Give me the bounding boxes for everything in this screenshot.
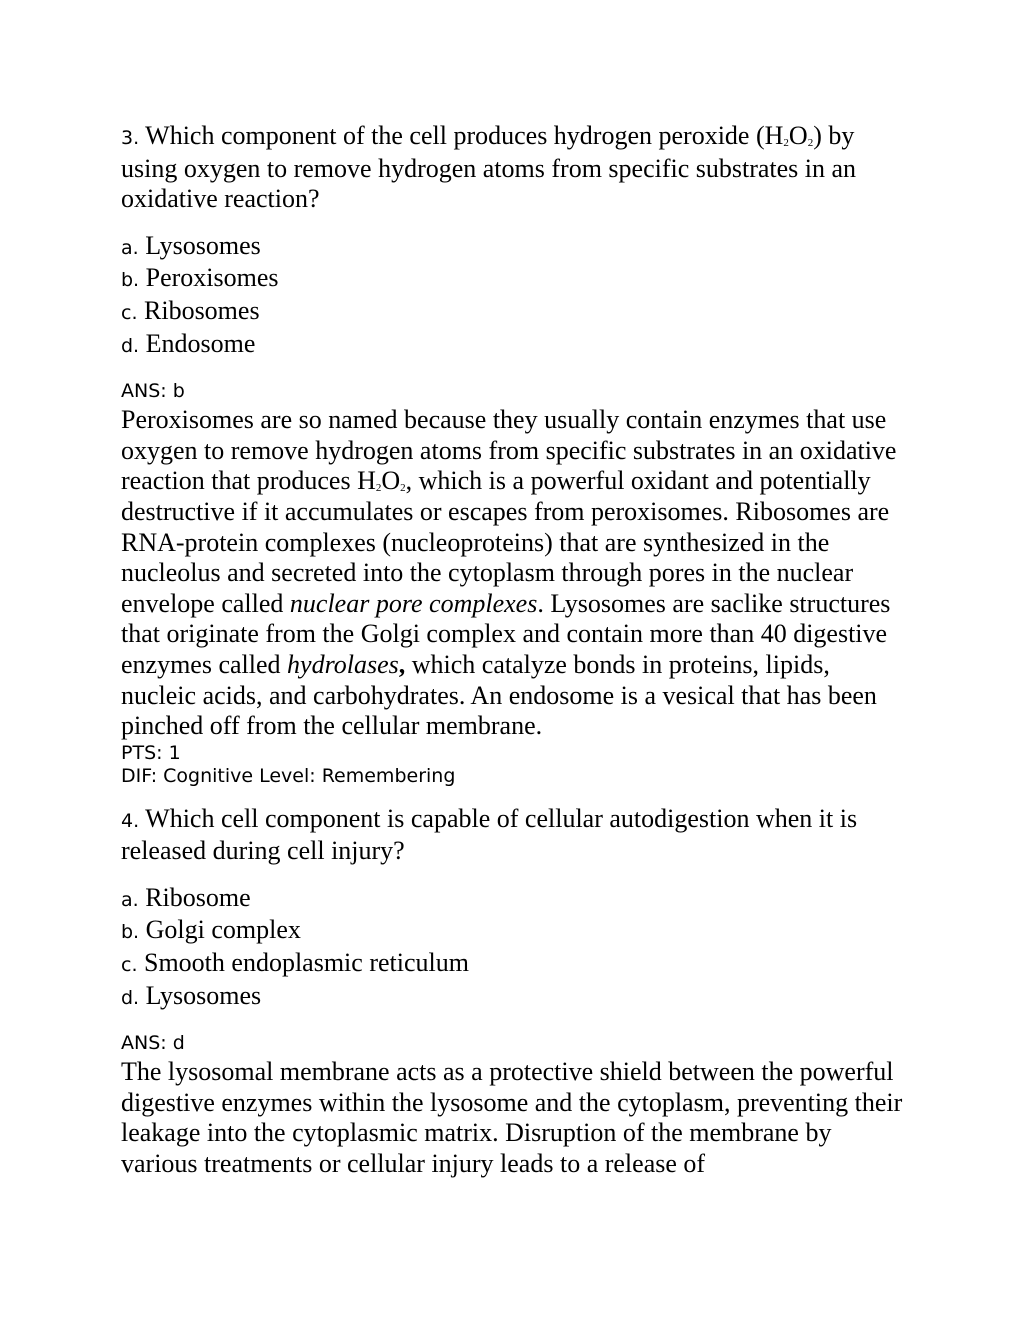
- option-d: d. Lysosomes: [121, 980, 262, 1010]
- option-b: b. Peroxisomes: [121, 263, 279, 293]
- question-4-block: [121, 804, 911, 1180]
- question-number: 3.: [121, 127, 140, 149]
- option-c: c. Smooth endoplasmic reticulum: [121, 948, 469, 978]
- answer-label: ANS: d: [121, 1032, 185, 1055]
- question-4-options: [121, 883, 911, 1013]
- question-3-options: [121, 231, 911, 361]
- option-c: c. Ribosomes: [121, 295, 260, 325]
- option-a: a. Ribosome: [121, 882, 251, 912]
- question-4-stem: 4. Which cell component is capable of cellular autodigestion when it is released during cell injury?: [121, 803, 858, 866]
- question-3-block: [121, 121, 911, 788]
- points-label: PTS: 1: [121, 741, 181, 764]
- option-d: d. Endosome: [121, 328, 256, 358]
- rationale-paragraph: Peroxisomes are so named because they usually contain enzymes that use oxygen to remove hydrogen atoms from specific substrates in an oxidative reaction that produces $H_2O_2$, which is a powerful oxidant and potentially destructive if it accumulates or escapes from peroxisomes. Ribosomes are RNA-protein complexes (nucleoproteins) that are synthesized in the nucleolus and secreted into the cytoplasm through pores in the nuclear envelope called nuclear pore complexes. Lysosomes are saclike structures that originate from the Golgi complex and contain more than 40 digestive enzymes called hydrolases, which catalyze bonds in proteins, lipids, nucleic acids, and carbohydrates. An endosome is a vesical that has been pinched off from the cellular membrane.: [121, 405, 897, 741]
- question-number: 4.: [121, 809, 140, 832]
- option-b: b. Golgi complex: [121, 915, 301, 945]
- option-a: a. Lysosomes: [121, 230, 261, 260]
- rationale-paragraph: The lysosomal membrane acts as a protective shield between the powerful digestive enzymes within the lysosome and the cytoplasm, preventing their leakage into the cytoplasmic matrix. Disruption of the membrane by various treatments or cellular injury leads to a release of: [121, 1057, 903, 1179]
- answer-label: ANS: b: [121, 380, 185, 403]
- difficulty-label: DIF: Cognitive Level: Remembering: [121, 764, 456, 787]
- question-3-stem: 3. Which component of the cell produces hydrogen peroxide $(H_2O_2)$ by using oxygen to remove hydrogen atoms from specific substrates in an oxidative reaction?: [121, 121, 857, 214]
- document-page: [121, 121, 911, 1196]
